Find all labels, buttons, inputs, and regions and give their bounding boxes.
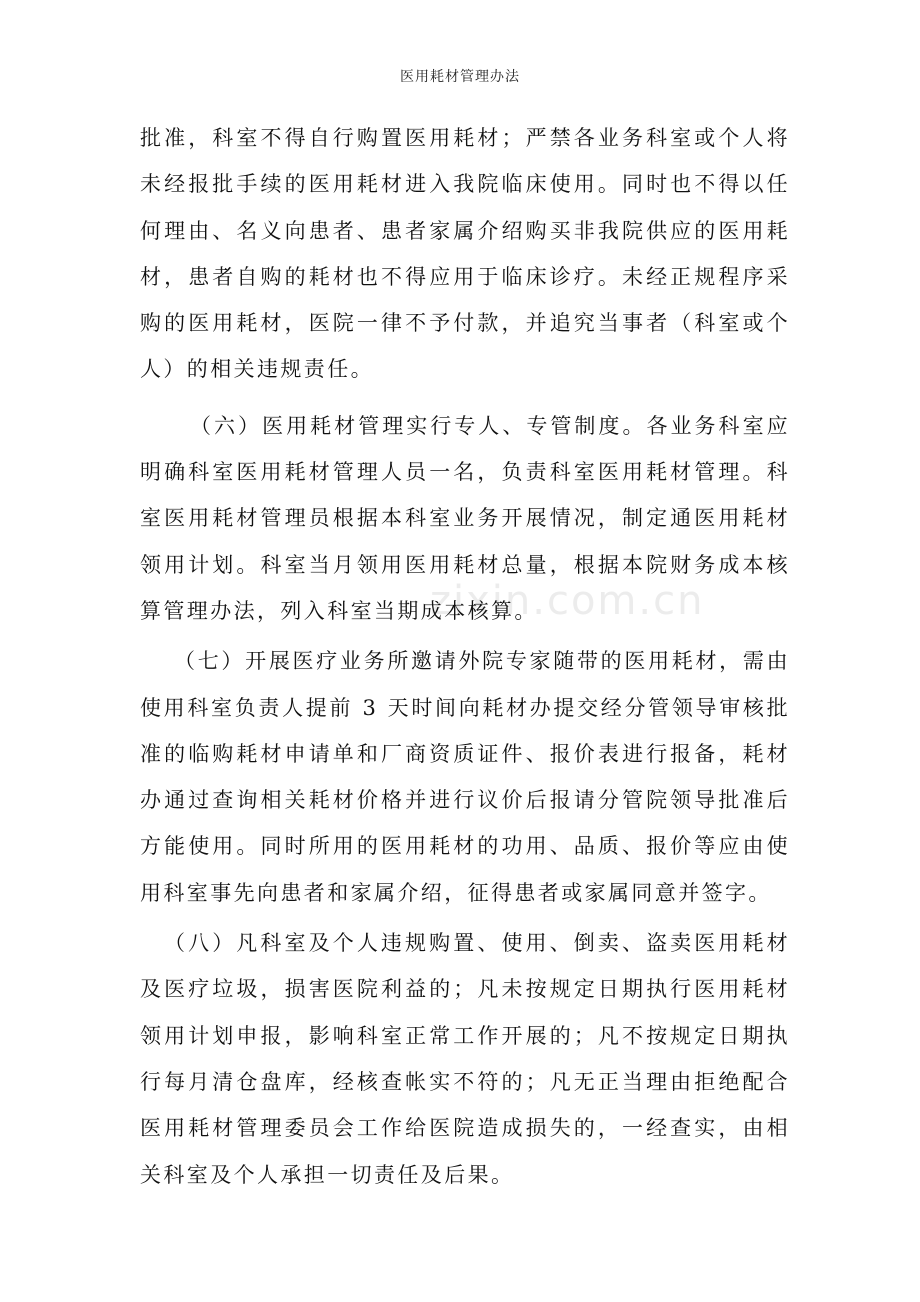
paragraph-text: （八）凡科室及个人违规购置、使用、倒卖、盗卖医用耗材及医疗垃圾，损害医院利益的；凡未按规定日期执行医用耗材领用计划申报，影响科室正常工作开展的；凡不按规定日期执行每月清仓盘库，经核查帐实不符的；凡无正当理由拒绝配合医用耗材管理委员会工作给医院造成损失的，一经查实，由相关科室及个人承担一切责任及后果。 — [140, 931, 790, 1187]
page-header-title: 医用耗材管理办法 — [400, 69, 520, 85]
paragraph-seven-external-experts — [140, 638, 790, 916]
watermark: zixin.com.cn — [430, 578, 705, 624]
paragraph-text: 批准，科室不得自行购置医用耗材；严禁各业务科室或个人将未经报批手续的医用耗材进入我院临床使用。同时也不得以任何理由、名义向患者、患者家属介绍购买非我院供应的医用耗材，患者自购的耗材也不得应用于临床诊疗。未经正规程序采购的医用耗材，医院一律不予付款，并追究当事者（科室或个人）的相关违规责任。 — [140, 126, 790, 382]
paragraph-text: （七）开展医疗业务所邀请外院专家随带的医用耗材，需由使用科室负责人提前 3 天时间向耗材办提交经分管领导审核批准的临购耗材申请单和厂商资质证件、报价表进行报备，耗材办通过查询相关耗材价格并进行议价后报请分管院领导批准后方能使用。同时所用的医用耗材的功用、品质、报价等应由使用科室事先向患者和家属介绍，征得患者或家属同意并签字。 — [140, 649, 790, 905]
paragraph-eight-violations — [140, 920, 790, 1198]
document-body — [140, 115, 790, 1198]
paragraph-approval-rules — [140, 115, 790, 393]
paragraph-text: （六）医用耗材管理实行专人、专管制度。各业务科室应明确科室医用耗材管理人员一名，负责科室医用耗材管理。科室医用耗材管理员根据本科室业务开展情况，制定通医用耗材领用计划。科室当月领用医用耗材总量，根据本院财务成本核算管理办法，列入科室当期成本核算。 — [140, 413, 790, 623]
paragraph-six-dedicated-management — [140, 403, 790, 634]
